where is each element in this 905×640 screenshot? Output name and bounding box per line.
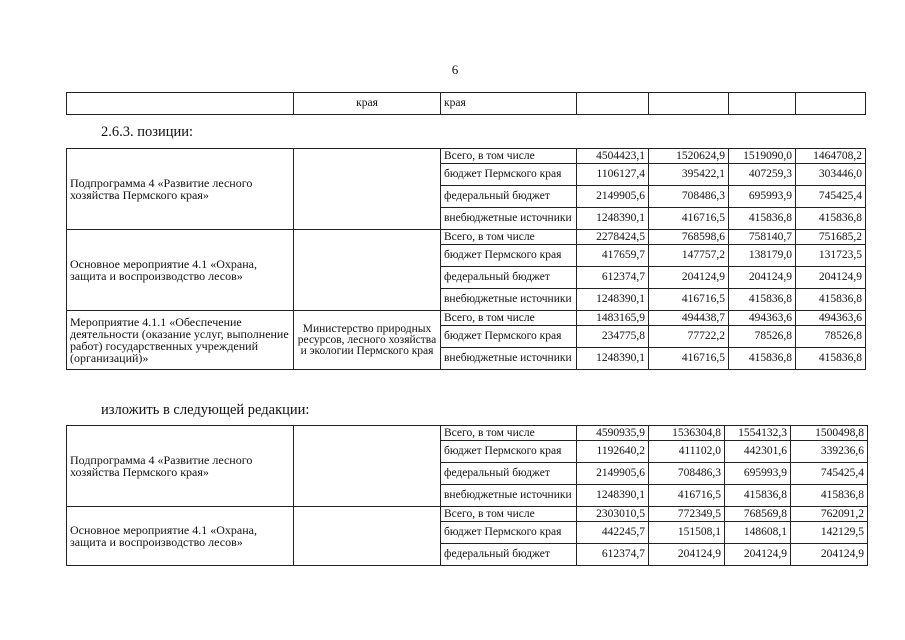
funding-source-cell: бюджет Пермского края: [441, 326, 577, 348]
amount-cell: 204124,9: [796, 267, 866, 289]
old-positions-table: [66, 148, 866, 370]
amount-cell: 612374,7: [577, 267, 649, 289]
amount-cell: 138179,0: [729, 245, 796, 267]
amount-cell: 612374,7: [577, 544, 649, 566]
amount-cell: 442301,6: [725, 441, 791, 463]
amount-cell: 415836,8: [796, 289, 866, 311]
program-name-cell: Основное мероприятие 4.1 «Охрана, защита и воспроизводство лесов»: [67, 507, 294, 566]
funding-source-cell: Всего, в том числе: [441, 507, 577, 522]
amount-cell: 1248390,1: [577, 208, 649, 230]
amount-cell: 494363,6: [796, 311, 866, 326]
program-name-cell: Мероприятие 4.1.1 «Обеспечение деятельности (оказание услуг, выполнение работ) государственных учреждений (организаций)»: [67, 311, 294, 370]
amount-cell: 234775,8: [577, 326, 649, 348]
header-fragment-table: [66, 92, 866, 115]
amount-cell: 303446,0: [796, 164, 866, 186]
amount-cell: 1464708,2: [796, 149, 866, 164]
amount-cell: 772349,5: [649, 507, 725, 522]
funding-source-cell: внебюджетные источники: [441, 289, 577, 311]
amount-cell: 204124,9: [729, 267, 796, 289]
amount-cell: 695993,9: [725, 463, 791, 485]
funding-source-cell: внебюджетные источники: [441, 348, 577, 370]
executor-cell: Министерство природных ресурсов, лесного хозяйства и экологии Пермского края: [294, 311, 441, 370]
amount-cell: 1106127,4: [577, 164, 649, 186]
fragment-cell: [67, 93, 294, 115]
amount-cell: 415836,8: [729, 348, 796, 370]
amount-cell: 147757,2: [649, 245, 729, 267]
funding-source-cell: бюджет Пермского края: [441, 164, 577, 186]
amount-cell: 415836,8: [729, 289, 796, 311]
amount-cell: 745425,4: [796, 186, 866, 208]
executor-cell: [294, 149, 441, 230]
amount-cell: 78526,8: [796, 326, 866, 348]
amount-cell: 708486,3: [649, 186, 729, 208]
table-row: [67, 311, 866, 326]
table-row: [67, 230, 866, 245]
amount-cell: 416716,5: [649, 289, 729, 311]
amount-cell: 1248390,1: [577, 348, 649, 370]
amount-cell: 745425,4: [791, 463, 868, 485]
amount-cell: 416716,5: [649, 208, 729, 230]
funding-source-cell: федеральный бюджет: [441, 463, 577, 485]
funding-source-cell: бюджет Пермского края: [441, 441, 577, 463]
program-name-cell: Подпрограмма 4 «Развитие лесного хозяйства Пермского края»: [67, 149, 294, 230]
amount-cell: 151508,1: [649, 522, 725, 544]
amount-cell: 1483165,9: [577, 311, 649, 326]
funding-source-cell: Всего, в том числе: [441, 230, 577, 245]
amount-cell: 395422,1: [649, 164, 729, 186]
executor-cell: [294, 230, 441, 311]
amount-cell: 1520624,9: [649, 149, 729, 164]
fragment-source-cell: края: [441, 93, 577, 115]
funding-source-cell: федеральный бюджет: [441, 267, 577, 289]
amount-cell: 2149905,6: [577, 463, 649, 485]
amount-cell: 78526,8: [729, 326, 796, 348]
amount-cell: 415836,8: [725, 485, 791, 507]
amount-cell: 1500498,8: [791, 426, 868, 441]
funding-source-cell: Всего, в том числе: [441, 149, 577, 164]
amount-cell: 131723,5: [796, 245, 866, 267]
amount-cell: 758140,7: [729, 230, 796, 245]
fragment-cell: [649, 93, 729, 115]
amount-cell: 1192640,2: [577, 441, 649, 463]
fragment-cell: [796, 93, 866, 115]
table-row: [67, 507, 868, 522]
fragment-executor-cell: края: [294, 93, 441, 115]
amount-cell: 415836,8: [796, 348, 866, 370]
amount-cell: 1248390,1: [577, 485, 649, 507]
funding-source-cell: бюджет Пермского края: [441, 245, 577, 267]
amount-cell: 416716,5: [649, 348, 729, 370]
amount-cell: 411102,0: [649, 441, 725, 463]
amount-cell: 751685,2: [796, 230, 866, 245]
amount-cell: 77722,2: [649, 326, 729, 348]
amount-cell: 2278424,5: [577, 230, 649, 245]
amount-cell: 708486,3: [649, 463, 725, 485]
amount-cell: 148608,1: [725, 522, 791, 544]
amount-cell: 416716,5: [649, 485, 725, 507]
amount-cell: 494363,6: [729, 311, 796, 326]
table-row: [67, 426, 868, 441]
amount-cell: 762091,2: [791, 507, 868, 522]
new-edition-table: [66, 425, 868, 566]
amount-cell: 695993,9: [729, 186, 796, 208]
amount-cell: 142129,5: [791, 522, 868, 544]
amount-cell: 1519090,0: [729, 149, 796, 164]
amount-cell: 2149905,6: [577, 186, 649, 208]
amount-cell: 1536304,8: [649, 426, 725, 441]
executor-cell: [294, 426, 441, 507]
amount-cell: 768569,8: [725, 507, 791, 522]
funding-source-cell: федеральный бюджет: [441, 544, 577, 566]
amount-cell: 417659,7: [577, 245, 649, 267]
amount-cell: 494438,7: [649, 311, 729, 326]
funding-source-cell: внебюджетные источники: [441, 485, 577, 507]
amount-cell: 1554132,3: [725, 426, 791, 441]
amount-cell: 4590935,9: [577, 426, 649, 441]
executor-cell: [294, 507, 441, 566]
section-positions-title: 2.6.3. позиции:: [101, 124, 194, 140]
section-new-edition-title: изложить в следующей редакции:: [101, 402, 310, 418]
amount-cell: 2303010,5: [577, 507, 649, 522]
fragment-cell: [729, 93, 796, 115]
amount-cell: 204124,9: [725, 544, 791, 566]
amount-cell: 415836,8: [791, 485, 868, 507]
amount-cell: 407259,3: [729, 164, 796, 186]
page-number: 6: [451, 62, 459, 77]
amount-cell: 415836,8: [729, 208, 796, 230]
fragment-cell: [577, 93, 649, 115]
amount-cell: 204124,9: [649, 544, 725, 566]
funding-source-cell: федеральный бюджет: [441, 186, 577, 208]
amount-cell: 415836,8: [796, 208, 866, 230]
amount-cell: 204124,9: [791, 544, 868, 566]
table-row: [67, 149, 866, 164]
amount-cell: 768598,6: [649, 230, 729, 245]
program-name-cell: Подпрограмма 4 «Развитие лесного хозяйства Пермского края»: [67, 426, 294, 507]
amount-cell: 4504423,1: [577, 149, 649, 164]
funding-source-cell: бюджет Пермского края: [441, 522, 577, 544]
funding-source-cell: Всего, в том числе: [441, 311, 577, 326]
funding-source-cell: внебюджетные источники: [441, 208, 577, 230]
amount-cell: 339236,6: [791, 441, 868, 463]
funding-source-cell: Всего, в том числе: [441, 426, 577, 441]
program-name-cell: Основное мероприятие 4.1 «Охрана, защита и воспроизводство лесов»: [67, 230, 294, 311]
amount-cell: 442245,7: [577, 522, 649, 544]
amount-cell: 1248390,1: [577, 289, 649, 311]
amount-cell: 204124,9: [649, 267, 729, 289]
